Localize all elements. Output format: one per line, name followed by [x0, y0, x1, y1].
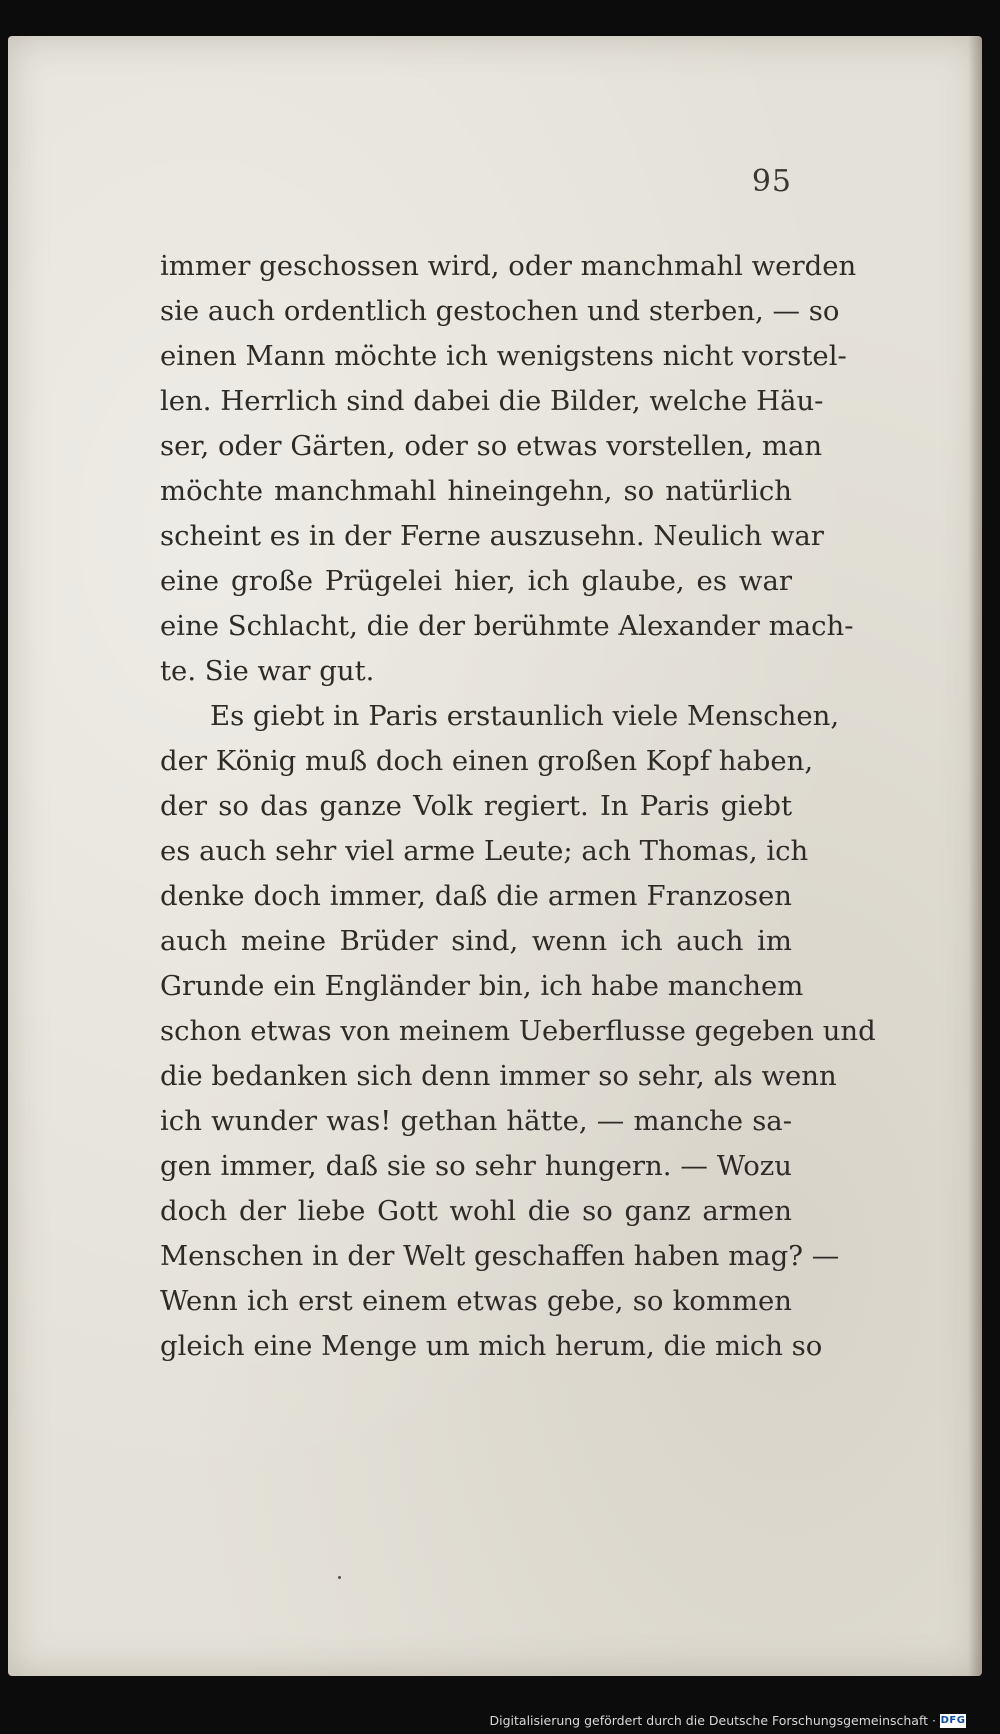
page-number: 95	[751, 164, 792, 199]
text-line: gleich eine Menge um mich herum, die mich so	[160, 1330, 823, 1362]
text-line: scheint es in der Ferne auszusehn. Neulich war	[160, 520, 824, 552]
text-line: ser, oder Gärten, oder so etwas vorstellen, man	[160, 430, 823, 462]
text-line: der König muß doch einen großen Kopf haben,	[160, 745, 814, 777]
text-line: immer geschossen wird, oder manchmahl werden	[160, 250, 857, 282]
text-line: möchte manchmahl hineingehn, so natürlich	[160, 475, 792, 507]
credit-text: Digitalisierung gefördert durch die Deutsche Forschungsgemeinschaft ·	[489, 1713, 936, 1728]
text-line-paragraph-end: te. Sie war gut.	[160, 655, 375, 687]
text-line: einen Mann möchte ich wenigstens nicht vorstel-	[160, 340, 847, 372]
text-line: gen immer, daß sie so sehr hungern. — Wozu	[160, 1150, 792, 1182]
text-line: Grunde ein Engländer bin, ich habe manchem	[160, 970, 804, 1002]
text-line: es auch sehr viel arme Leute; ach Thomas, ich	[160, 835, 809, 867]
text-line: doch der liebe Gott wohl die so ganz armen	[160, 1195, 792, 1227]
body-text	[160, 244, 876, 1369]
text-line: schon etwas von meinem Ueberflusse gegeben und	[160, 1015, 876, 1047]
text-line: ich wunder was! gethan hätte, — manche sa-	[160, 1105, 792, 1137]
text-line: eine Schlacht, die der berühmte Alexander mach-	[160, 610, 854, 642]
text-line: denke doch immer, daß die armen Franzosen	[160, 880, 792, 912]
text-line: sie auch ordentlich gestochen und sterben, — so	[160, 295, 840, 327]
text-line: len. Herrlich sind dabei die Bilder, welche Häu-	[160, 385, 824, 417]
text-line: die bedanken sich denn immer so sehr, als wenn	[160, 1060, 837, 1092]
text-line: der so das ganze Volk regiert. In Paris giebt	[160, 790, 792, 822]
digitization-credit	[490, 1713, 967, 1728]
text-line: eine große Prügelei hier, ich glaube, es war	[160, 565, 792, 597]
text-line: Menschen in der Welt geschaffen haben mag? —	[160, 1240, 840, 1272]
text-line: Wenn ich erst einem etwas gebe, so kommen	[160, 1285, 792, 1317]
paper-speck	[338, 1576, 341, 1579]
dfg-logo: DFG	[940, 1714, 966, 1726]
text-line: auch meine Brüder sind, wenn ich auch im	[160, 925, 792, 957]
book-page	[8, 36, 982, 1676]
page-edge-shadow	[968, 36, 982, 1676]
text-line-paragraph-start: Es giebt in Paris erstaunlich viele Menschen,	[210, 700, 840, 732]
